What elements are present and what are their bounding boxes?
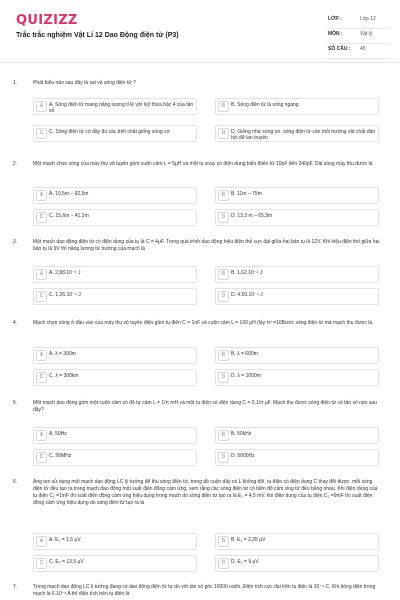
question-number: 6. xyxy=(13,479,18,485)
option-text: A. Sóng điện từ mang năng lượng tỉ lệ với luỹ thừa bậc 4 của tần số xyxy=(49,102,194,114)
meta-row-class xyxy=(326,14,390,29)
option-c[interactable] xyxy=(33,555,197,572)
option-letter: C xyxy=(36,372,47,383)
option-a[interactable] xyxy=(33,347,197,364)
option-text: D. Giống như sóng cơ, sóng điện từ cần môi trường vật chất đàn hồi để lan truyền xyxy=(231,129,376,141)
option-letter: C xyxy=(36,452,47,463)
option-letter: B xyxy=(218,350,229,361)
option-text: D. λ = 1000m xyxy=(231,373,261,379)
option-letter: A xyxy=(36,190,47,201)
meta-value: Lớp 12 xyxy=(360,16,376,22)
meta-row-count xyxy=(326,44,390,59)
option-letter: A xyxy=(36,536,47,547)
question-text: Trong mạch dao động LC lí tưởng đang có dao động điện từ tự do với tần số góc 10000 rad/s. Điện tích cực đại trên tụ điện là 10⁻⁹ C. Khi dòng điện trong mạch là 6.10⁻⁶ A thì điện tích trên tụ điện là xyxy=(33,584,376,597)
meta-value: 45 xyxy=(360,46,366,52)
option-b[interactable] xyxy=(215,427,379,444)
option-d[interactable] xyxy=(215,125,379,142)
question-number: 5. xyxy=(13,400,18,406)
question-number: 7. xyxy=(13,584,18,590)
quizizz-logo: QUIZIZZ xyxy=(16,13,78,28)
option-d[interactable] xyxy=(215,369,379,386)
option-b[interactable] xyxy=(215,98,379,115)
option-letter: D xyxy=(218,372,229,383)
meta-value: Vật lý xyxy=(360,31,373,37)
question-text: Một mạch dao động gồm một cuộn cảm có độ tự cảm L = 1/π mH và một tụ điện có điện dung C = 0,1/π μF. Mạch thu được sóng điện từ có tần số nào sau đây? xyxy=(33,400,377,413)
option-text: D. 13,3 m – 65,3m xyxy=(231,213,273,219)
question-text: Ang ten sử dụng một mạch dao động LC lý tưởng để thu sóng điện từ, trong đó cuộn dây có L không đổi, tụ điện có điện dung C thay đổi được. mỗi sóng điện từ đều tạo ra trong mạch dao động một suất điện động cảm ứng. xem rằng các sóng điện từ có biên độ cảm ứng từ đều bằng nhau. Khi điện dung của tụ điện C₁ =1mF thì suất điện động cảm ứng hiệu dụng trong mạch do sóng điện từ tạo ra là E₁ = 4,5 mV. khi điện dung của tụ điện C₂ =9mF thì suất điện động cảm ứng hiệu dụng do sóng điện từ tạo ra là xyxy=(33,479,378,506)
question-text: Mạch chọn sóng ở đầu vào của máy thu vô tuyến điện gồm tụ điện C = 1nF và cuộn cảm L = 100 μH (lấy π² =10Bước sóng điện từ mà mạch thu được là. xyxy=(33,320,374,326)
page-title: Trắc trắc nghiệm Vật Lí 12 Dao Động điện từ (P3) xyxy=(16,32,179,39)
question-number: 2. xyxy=(13,161,18,167)
option-b[interactable] xyxy=(215,347,379,364)
option-text: B. Sóng điện từ là sóng ngang xyxy=(231,102,299,108)
option-text: D. 4.50.10⁻⁴ J xyxy=(231,292,263,298)
option-a[interactable] xyxy=(33,266,197,283)
meta-table xyxy=(326,14,390,59)
option-text: D. E₂ = 9 μV xyxy=(231,559,259,565)
option-a[interactable] xyxy=(33,187,197,204)
option-letter: B xyxy=(218,269,229,280)
option-text: C. Sóng điện từ có đầy đủ các tính chất giống sóng cơ xyxy=(49,129,170,135)
option-text: B. λ = 600m xyxy=(231,351,258,357)
option-letter: B xyxy=(218,536,229,547)
option-letter: D xyxy=(218,291,229,302)
option-letter: A xyxy=(36,101,47,112)
question-text: Phát biểu nào sau đây là sai về sóng điện từ ? xyxy=(33,80,136,86)
option-letter: A xyxy=(36,269,47,280)
option-text: A. λ = 300m xyxy=(49,351,76,357)
question-number: 3. xyxy=(13,239,18,245)
option-b[interactable] xyxy=(215,533,379,550)
option-letter: C xyxy=(36,291,47,302)
option-text: B. 50kHz xyxy=(231,431,252,437)
option-c[interactable] xyxy=(33,449,197,466)
option-letter: D xyxy=(218,452,229,463)
option-a[interactable] xyxy=(33,427,197,444)
option-b[interactable] xyxy=(215,187,379,204)
option-letter: C xyxy=(36,558,47,569)
option-text: D. 5000Hz xyxy=(231,453,255,459)
option-text: C. 50MHz xyxy=(49,453,72,459)
option-a[interactable] xyxy=(33,98,197,115)
meta-row-subject xyxy=(326,29,390,44)
option-text: A. E₂ = 1,5 μV xyxy=(49,537,81,543)
option-d[interactable] xyxy=(215,288,379,305)
question-text: Một mạch dao động điện từ có điện dung của tụ là C = 4μF. Trong quá trình dao động hiệu điện thế cực đại giữa hai bản tụ là 12V. Khi hiệu điện thế giữa hai bản tụ là 9V thì năng lượng từ trường của mạch là xyxy=(33,239,380,252)
option-d[interactable] xyxy=(215,209,379,226)
meta-key: MÔN : xyxy=(328,31,343,37)
option-letter: A xyxy=(36,430,47,441)
option-letter: A xyxy=(36,350,47,361)
option-d[interactable] xyxy=(215,555,379,572)
question-number: 1. xyxy=(13,80,18,86)
option-letter: D xyxy=(218,128,229,139)
option-text: A. 50Hz xyxy=(49,431,67,437)
option-d[interactable] xyxy=(215,449,379,466)
page-header xyxy=(0,0,400,63)
option-text: C. E₂ = 13,5 μV xyxy=(49,559,84,565)
option-letter: D xyxy=(218,558,229,569)
option-letter: B xyxy=(218,190,229,201)
option-c[interactable] xyxy=(33,288,197,305)
option-letter: B xyxy=(218,101,229,112)
option-text: A. 10,5m – 92,5m xyxy=(49,191,89,197)
option-text: C. λ = 300km xyxy=(49,373,79,379)
option-letter: B xyxy=(218,430,229,441)
meta-key: LỚP : xyxy=(328,16,342,22)
option-letter: C xyxy=(36,128,47,139)
option-b[interactable] xyxy=(215,266,379,283)
option-letter: C xyxy=(36,212,47,223)
option-text: B. 1,62.10⁻⁴ J xyxy=(231,270,263,276)
question-number: 4. xyxy=(13,320,18,326)
option-c[interactable] xyxy=(33,125,197,142)
option-text: C. 15,6m – 41,2m xyxy=(49,213,89,219)
option-text: C. 1,26.10⁻⁴ J xyxy=(49,292,81,298)
option-letter: D xyxy=(218,212,229,223)
option-a[interactable] xyxy=(33,533,197,550)
meta-key: SỐ CÂU : xyxy=(328,46,351,52)
question-text: Một mạch chọn sóng của máy thu vô tuyến gồm cuộn cảm L = 5μH và một tụ xoay có điện dung biến thiên từ 10pF đến 240pF. Dải sóng máy thu được là xyxy=(33,161,373,167)
option-text: B. 11m – 75m xyxy=(231,191,262,197)
option-text: A. 2,88.10⁻⁴ J xyxy=(49,270,81,276)
option-text: B. E₂ = 2,25 μV xyxy=(231,537,266,543)
option-c[interactable] xyxy=(33,209,197,226)
option-c[interactable] xyxy=(33,369,197,386)
